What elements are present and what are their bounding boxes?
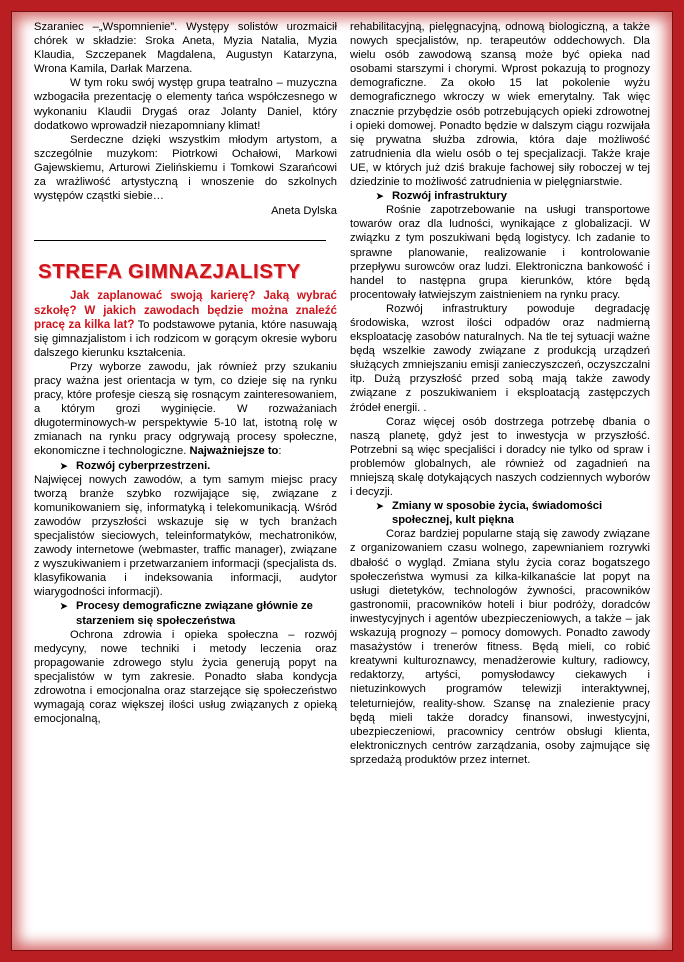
right-column	[350, 20, 650, 767]
concert-paragraph-3: Serdeczne dzięki wszystkim młodym artystom, a szczególnie muzykom: Piotrkowi Ochałowi, Markowi Gajewskiemu, Arturowi Zielińskiemu i Tomkowi Szarańcowi za wrażliwość artystyczną i wnoszenie do szkolnych występów cząstki siebie…	[34, 133, 337, 203]
section-title: STREFA GIMNAZJALISTY	[38, 260, 301, 284]
page-sheet	[12, 12, 672, 950]
arrowhead-bullet-icon: ➤	[60, 460, 68, 471]
left-column	[34, 20, 337, 726]
transport-paragraph: Rośnie zapotrzebowanie na usługi transportowe towarów oraz dla ludności, wynikające z globalizacji. W związku z tym poszukiwani będą logistycy. Ich zadanie to sprawne planowanie, realizowanie i kontrolowanie przepływu surowców oraz ludzi. Elektroniczna bankowość i handel to następna grupa kierunków, które będą procentowały łatwiejszym zaistnieniem na rynku pracy.	[350, 204, 650, 301]
arrowhead-bullet-icon: ➤	[60, 601, 68, 612]
career-paragraph	[34, 360, 337, 459]
environment-paragraph: Rozwój infrastruktury powoduje degradację środowiska, wzrost ilości odpadów oraz nadmierną eksploatację zasobów naturalnych. Na tle tej sytuacji ważne będą wszelkie zawody związane z produkcją urządzeń służących zmniejszaniu emisji zanieczyszczeń, oczyszczalni itp. Dużą przyszłość przed sobą mają także zawody związane z poszukiwaniem i eksploatacją zastępczych źródeł energii. .	[350, 302, 650, 414]
arrowhead-bullet-icon: ➤	[376, 191, 384, 202]
career-colon: :	[278, 445, 282, 458]
bullet-demography	[34, 599, 337, 627]
lifestyle-paragraph: Coraz bardziej popularne stają się zawody związane z organizowaniem czasu wolnego, zapewnianiem rozrywki dbałość o wygląd. Zmiana stylu życia coraz bogatszego społeczeństwa wymusi za kilka-kilkanaście lat popyt na usługi dietetyków, technologów żywności, pracowników gastronomii, pracowników hoteli i biur podróży, doradców inwestycyjnych i agentów ubezpieczeniowych, a także – jak wskazują prognozy – pomocy domowych. Ponadto zawody masażystów i trenerów fitness. Będą mieli, co robić kreatywni kulturoznawcy, menadżerowie kultury, radiowcy, redaktorzy, artyści, pomysłodawcy ciekawych i nietuzinkowych programów telewizji interaktywnej, teleturniejów, reality-show. Szansę na znalezienie pracy będą mieli także doradcy finansowi, inwestycyjni, ubezpieczeniowi, pracownicy centrów obsługi klienta, elektronicznych centrów zarządzania, osoby zajmujące się sprzedażą produktów przez internet.	[350, 528, 650, 766]
bullet-label: Rozwój cyberprzestrzeni.	[76, 459, 211, 472]
career-text: Przy wyborze zawodu, jak również przy szukaniu pracy ważna jest orientacja w tym, co dzieje się na rynku pracy, które profesje cieszą się rosnącym zainteresowaniem, a którym grozi wyginięcie. W rozważaniach długoterminowych-w perspektywie 5-10 lat, istotną rolę w zmianach na rynku pracy odgrywają procesy społeczne, ekonomiczne i technologiczne.	[34, 360, 337, 458]
planet-paragraph: Coraz więcej osób dostrzega potrzebę dbania o naszą planetę, gdyż jest to inwestycja w przyszłość. Potrzebni są więc specjaliści i doradcy nie tylko od spraw i problemów globalnych, ale również od zagadnień na mniejszą skalę dotykających naszych codziennych wyborów i decyzji.	[350, 415, 650, 499]
intro-text: To podstawowe pytania, które nasuwają się gimnazjalistom i ich rodzicom w gorącym okresie wyboru dalszego kierunku kształcenia.	[34, 318, 337, 359]
section-divider	[34, 240, 326, 241]
healthcare-continued-paragraph: rehabilitacyjną, pielęgnacyjną, odnową biologiczną, a także nowych specjalistów, np. terapeutów oddechowych. Dla wielu osób zawodową szansą może być opieka nad osobami starszymi i chorymi. Wprost pokazują to prognozy demograficzne. Za około 15 lat pokolenie wyżu demograficznego wkroczy w wiek emerytalny. Tak więc znacznie przybędzie osób potrzebujących opieki zdrowotnej i opieki domowej. Ponadto będzie w dalszym ciągu rozwijała się prywatna służba zdrowia, która daje możliwość zatrudnienia dla wielu osób o tej specjalizacji. Także kraje UE, w których już dziś brakuje fachowej siły roboczej w tej dziedzinie to możliwość zatrudnienia w pielęgniarstwie.	[350, 21, 650, 189]
career-emphasis: Najważniejsze to	[189, 445, 279, 458]
concert-paragraph-1: Szaraniec –„Wspomnienie”. Występy solistów urozmaicił chórek w składzie: Sroka Aneta, Myzia Natalia, Myzia Klaudia, Szczepanek Magdalena, Augustyn Katarzyna, Wrona Kamila, Darłak Marzena.	[34, 21, 337, 76]
cyberspace-paragraph: Najwięcej nowych zawodów, a tym samym miejsc pracy tworzą branże szybko rozwijające się, związane z komunikowaniem się, informatyką i telekomunikacją. Wśród zawodów przyszłości wskazuje się w tych branżach specjalistów sieciowych, teleinformatyków, mechatroników, zawody internetowe (webmaster, traffic manager), związane z wyszukiwaniem i przetwarzaniem informacji (specjalista ds. klasyfikowania i indeksowania informacji, audytor wiarygodności informacji).	[34, 473, 337, 599]
author-signature: Aneta Dylska	[271, 205, 337, 218]
healthcare-paragraph: Ochrona zdrowia i opieka społeczna – rozwój medycyny, nowe techniki i metody leczenia oraz propagowanie zdrowego stylu życia generują popyt na specjalistów w tym zakresie. Ponadto słaba kondycja zdrowotna i emocjonalna oraz starzejące się społeczeństwo wymagają coraz większej ilości usług związanych z opieką emocjonalną,	[34, 628, 337, 726]
concert-paragraph-2: W tym roku swój występ grupa teatralno – muzyczna wzbogaciła prezentację o elementy tańca współczesnego w wykonaniu Klaudii Drygaś oraz Jolanty Daniel, który dodatkowo wprowadził niezapomniany klimat!	[34, 77, 337, 132]
intro-questions: Jak zaplanować swoją karierę? Jaką wybrać szkołę? W jakich zawodach będzie można znaleźć pracę za kilka lat?	[34, 289, 337, 331]
arrowhead-bullet-icon: ➤	[376, 501, 384, 512]
bullet-label: Procesy demograficzne związane głównie ze starzeniem się społeczeństwa	[76, 600, 313, 627]
intro-paragraph	[34, 289, 337, 359]
bullet-cyberspace	[34, 459, 337, 473]
bullet-lifestyle	[350, 499, 650, 527]
bullet-label: Rozwój infrastruktury	[392, 190, 507, 203]
bullet-label: Zmiany w sposobie życia, świadomości społecznej, kult piękna	[392, 500, 603, 527]
bullet-infrastructure	[350, 189, 650, 203]
